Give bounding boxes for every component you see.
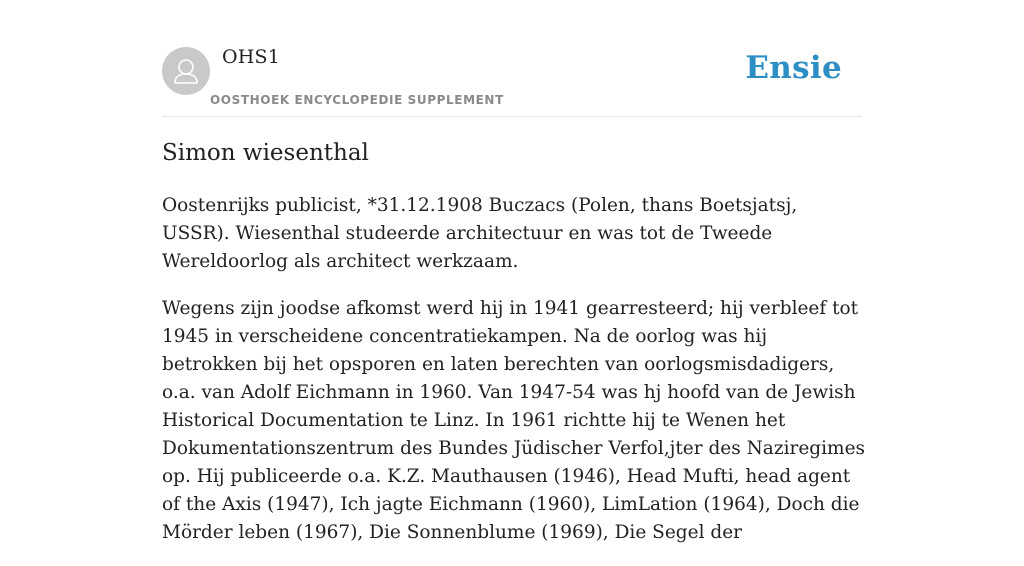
avatar[interactable] <box>162 47 210 95</box>
user-silhouette-icon <box>162 47 210 95</box>
article-paragraph: Wegens zijn joodse afkomst werd hij in 1941 gearresteerd; hij verbleef tot 1945 in verscheidene concentratiekampen. Na de oorlog was hij betrokken bij het opsporen en laten berechten van oorlogsmisdadigers, o.a. van Adolf Eichmann in 1960. Van 1947-54 was hj hoofd van de Jewish Historical Documentation te Linz. In 1961 richtte hij te Wenen het Dokumentationszentrum des Bundes Jüdischer Verfol,jter des Naziregimes op. Hij publiceerde o.a. K.Z. Mauthausen (1946), Head Mufti, head agent of the Axis (1947), Ich jagte Eichmann (1960), LimLation (1964), Doch die Mörder leben (1967), Die Sonnenblume (1969), Die Segel der <box>162 298 866 543</box>
ensie-logo[interactable]: Ensie <box>745 50 842 86</box>
author-name[interactable]: OHS1 <box>222 46 281 68</box>
article-body <box>162 192 866 566</box>
article-paragraph: Oostenrijks publicist, *31.12.1908 Buczacs (Polen, thans Boetsjatsj, USSR). Wiesenthal studeerde architectuur en was tot de Tweede Wereldoorlog als architect werkzaam. <box>162 195 798 272</box>
article-header <box>162 0 862 117</box>
source-name: OOSTHOEK ENCYCLOPEDIE SUPPLEMENT <box>210 93 504 107</box>
article-title: Simon wiesenthal <box>162 140 369 166</box>
